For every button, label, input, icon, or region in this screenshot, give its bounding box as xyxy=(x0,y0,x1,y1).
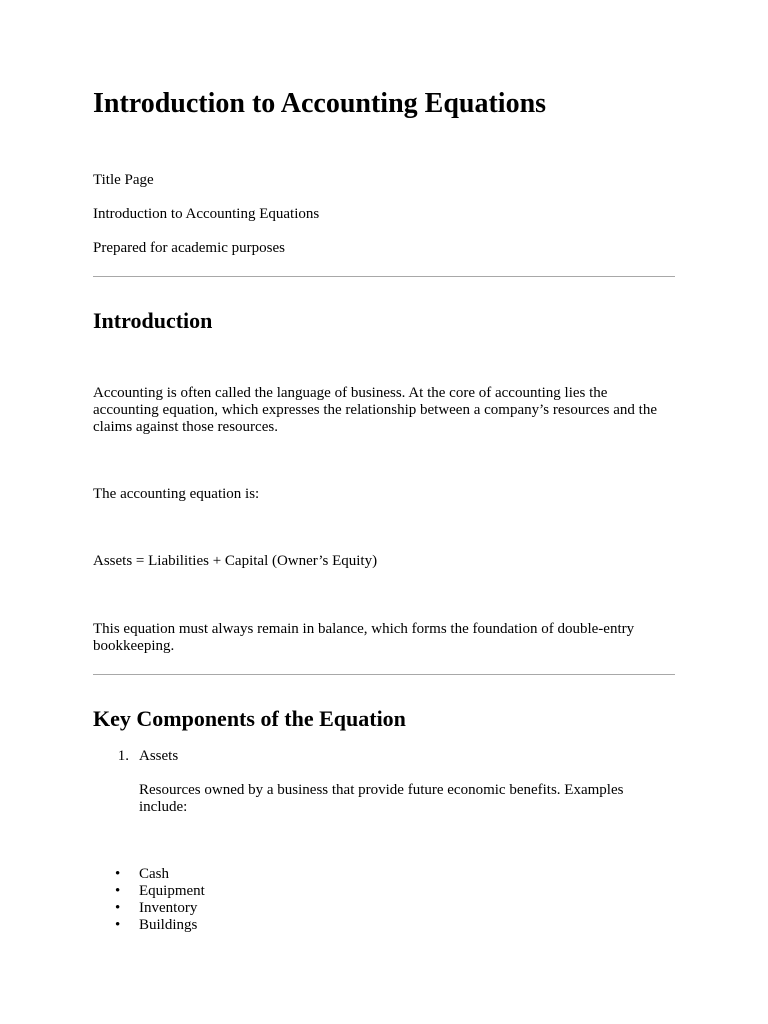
bullet-icon: • xyxy=(115,883,121,899)
document-title: Introduction to Accounting Equations xyxy=(93,88,547,119)
bullet-icon: • xyxy=(115,900,121,916)
equation-intro-text: The accounting equation is: xyxy=(93,486,260,502)
accounting-equation: Assets = Liabilities + Capital (Owner’s Equity) xyxy=(93,553,378,569)
assets-description: Resources owned by a business that provide future economic benefits. Examples include: xyxy=(139,782,624,815)
list-item-assets: Assets xyxy=(139,748,179,764)
introduction-paragraph: Accounting is often called the language of business. At the core of accounting lies the accounting equation, which expresses the relationship between a company’s resources and the claims against those resources. xyxy=(93,385,657,435)
list-item-number: 1. xyxy=(117,748,129,764)
introduction-heading: Introduction xyxy=(93,308,213,333)
bullet-icon: • xyxy=(115,917,121,933)
example-buildings: Buildings xyxy=(139,917,198,933)
section-divider xyxy=(93,674,675,675)
balance-paragraph: This equation must always remain in balance, which forms the foundation of double-entry bookkeeping. xyxy=(93,621,635,654)
title-page-note: Prepared for academic purposes xyxy=(93,240,285,256)
example-cash: Cash xyxy=(139,866,169,882)
title-page-subtitle: Introduction to Accounting Equations xyxy=(93,206,320,222)
section-divider xyxy=(93,276,675,277)
example-inventory: Inventory xyxy=(139,900,198,916)
title-page-label: Title Page xyxy=(93,172,154,188)
bullet-icon: • xyxy=(115,866,121,882)
key-components-heading: Key Components of the Equation xyxy=(93,706,406,731)
example-equipment: Equipment xyxy=(139,883,205,899)
